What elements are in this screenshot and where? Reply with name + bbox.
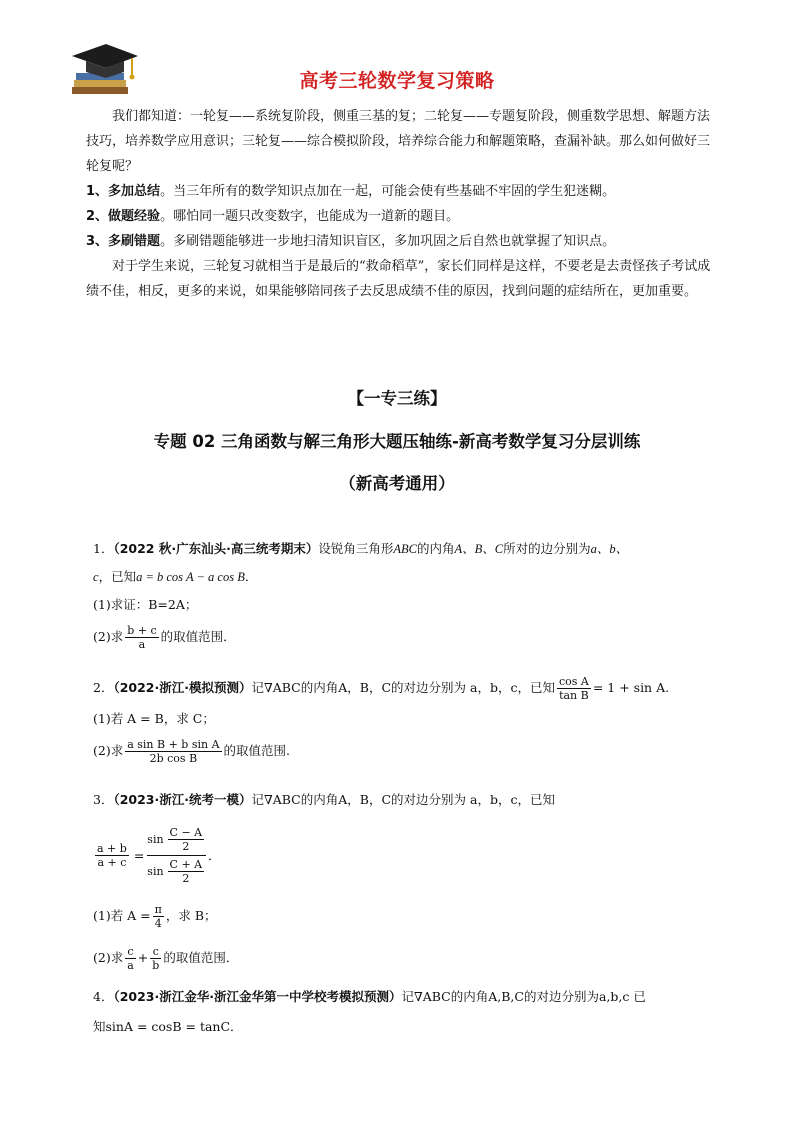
question-part: (1)若 A = B，求 C； bbox=[93, 711, 215, 726]
question-part: (2)求 $\frac{b + c}{a}$ 的取值范围． bbox=[93, 624, 236, 651]
equation: $\frac{a + b}{a + c}$ = sin $\frac{C - A}{2}$ sin $\frac{C + A}{2}$ ． bbox=[97, 825, 221, 885]
question-line: 知sinA = cosB = tanC． bbox=[93, 1019, 243, 1034]
question-source: （2022 秋·广东汕头·高三统考期末） bbox=[113, 541, 319, 556]
question-2: 2．（2022·浙江·模拟预测）记∇ABC的内角A，B，C的对边分别为 a，b，c，已知 $\frac{\text{cos A}}{\text{tan B}}$ = 1 + sin A. (1)若 A = B，求 C； (2)求 $\frac{\text{a sin B + b sin A}}{\text{2b cos B}}$ 的取值范围. bbox=[93, 672, 713, 768]
intro-section bbox=[86, 104, 716, 304]
question-part: (2)求 $\frac{\text{a sin B + b sin A}}{\text{2b cos B}}$ 的取值范围. bbox=[93, 738, 291, 765]
question-part: (2)求 $\frac{c}{a}$ + $\frac{c}{b}$ 的取值范围． bbox=[93, 945, 239, 972]
page-title: 高考三轮数学复习策略 bbox=[299, 70, 495, 92]
tip-item: 3、多刷错题。多刷错题能够进一步地扫清知识盲区，多加巩固之后自然也就掌握了知识点。 bbox=[86, 234, 616, 249]
intro-paragraph: 我们都知道：一轮复——系统复阶段，侧重三基的复；二轮复——专题复阶段，侧重数学思想、解题方法技巧，培养数学应用意识；三轮复——综合模拟阶段，培养综合能力和解题策略，查漏补缺。那么如何做好三轮复呢？ bbox=[86, 109, 711, 174]
tip-item: 1、多加总结。当三年所有的数学知识点加在一起，可能会使有些基础不牢固的学生犯迷糊。 bbox=[86, 184, 616, 199]
question-part: (1)若 A = $\frac{\pi}{4}$ ，求 B； bbox=[93, 903, 217, 930]
question-part: (1)求证：B=2A； bbox=[93, 597, 198, 612]
question-source: （2023·浙江金华·浙江金华第一中学校考模拟预测） bbox=[113, 989, 402, 1004]
question-source: （2022·浙江·模拟预测） bbox=[113, 680, 252, 695]
closing-paragraph: 对于学生来说，三轮复习就相当于是最后的“救命稻草”，家长们同样是这样，不要老是去责怪孩子考试成绩不佳，相反，更多的来说，如果能够陪同孩子去反思成绩不佳的原因，找到问题的症结所在，更加重要。 bbox=[86, 259, 711, 299]
section-bracket-title: 【一专三练】 bbox=[347, 389, 447, 408]
topic-subtitle: （新高考通用） bbox=[339, 474, 455, 493]
question-4: 4．（2023·浙江金华·浙江金华第一中学校考模拟预测）记∇ABC的内角A,B,C的对边分别为a,b,c 已 知sinA = cosB = tanC． bbox=[93, 982, 713, 1042]
question-1: 1．（2022 秋·广东汕头·高三统考期末）设锐角三角形ABC的内角A、B、C所对的边分别为a、b、 c，已知a = b cos A − a cos B． (1)求证：B=2A； (2)求 $\frac{b + c}{a}$ 的取值范围． bbox=[93, 535, 713, 655]
tip-item: 2、做题经验。哪怕同一题只改变数字，也能成为一道新的题目。 bbox=[86, 209, 460, 224]
topic-title: 专题 02 三角函数与解三角形大题压轴练-新高考数学复习分层训练 bbox=[153, 432, 641, 451]
question-source: （2023·浙江·统考一模） bbox=[113, 792, 252, 807]
question-3: 3．（2023·浙江·统考一模）记∇ABC的内角A，B，C的对边分别为 a，b，c，已知 $\frac{a + b}{a + c}$ = sin $\frac{C - A}{2}$ sin $\frac{C + A}{2}$ ． (1)若 A = $\frac{\pi}{4}$ ，求 B； (2)求 $\frac{c}{a}$ + $\frac{c}{b}$ 的取值范围． bbox=[93, 786, 713, 976]
